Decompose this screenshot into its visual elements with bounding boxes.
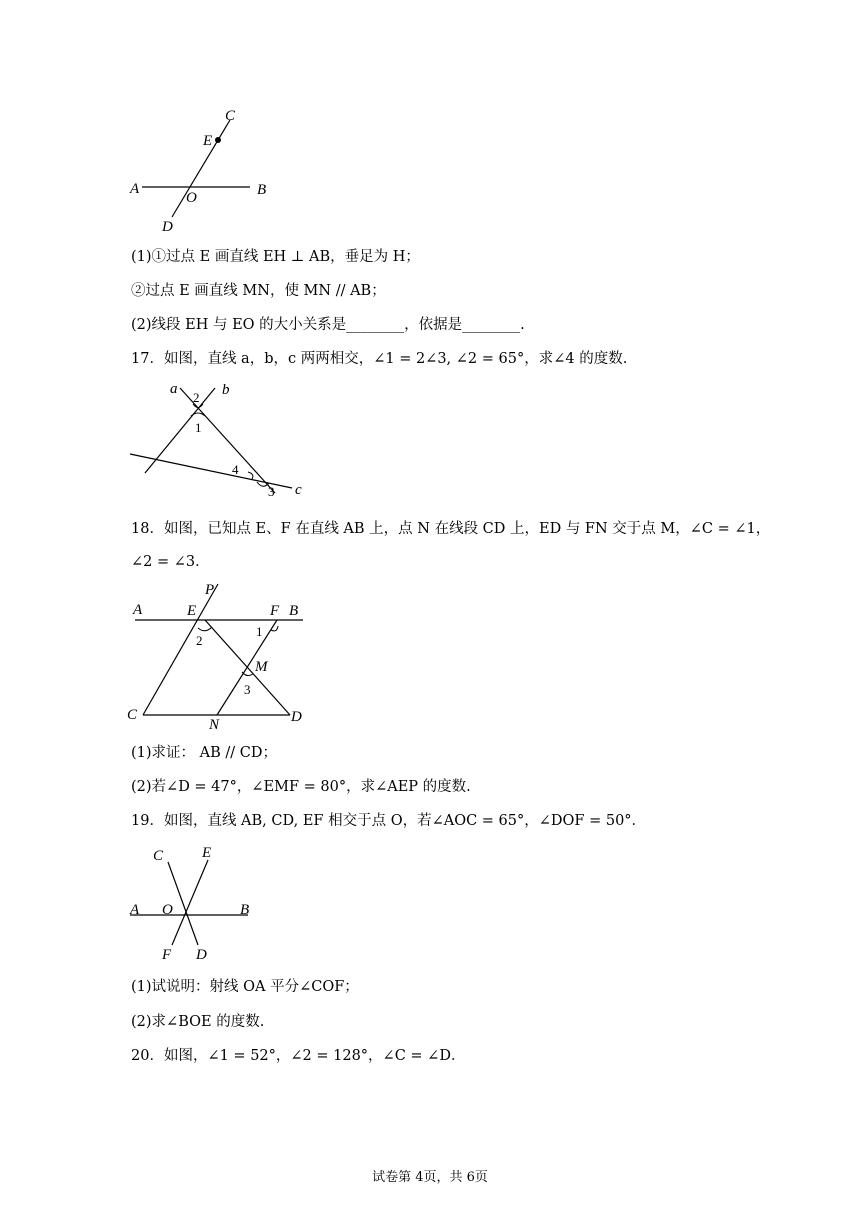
figure-q19: [120, 840, 270, 965]
q19-part2: (2)求∠BOE 的度数.: [131, 1014, 265, 1030]
label-b: B: [289, 603, 299, 619]
q19-text: 19．如图，直线 AB, CD, EF 相交于点 O，若∠AOC = 65°，∠DOF = 50°．: [131, 813, 647, 829]
label-b: b: [222, 382, 230, 398]
label-p: P: [205, 582, 215, 598]
label-d: D: [291, 709, 302, 725]
label-f: F: [270, 603, 280, 619]
label-b: B: [257, 182, 267, 198]
q18-part1: (1)求证： AB // CD；: [131, 745, 277, 761]
label-c: C: [153, 848, 164, 864]
q16-part1a: (1)①过点 E 画直线 EH ⊥ AB，垂足为 H；: [131, 249, 420, 265]
angle-label-1: 1: [256, 624, 263, 639]
figure-q18: [125, 578, 325, 733]
q19-part1: (1)试说明：射线 OA 平分∠COF；: [131, 979, 359, 995]
label-e: E: [187, 603, 197, 619]
q16-part2: (2)线段 EH 与 EO 的大小关系是________，依据是________.: [131, 317, 525, 333]
label-o: O: [162, 902, 173, 918]
label-c: C: [127, 707, 138, 723]
label-n: N: [209, 717, 220, 733]
q17-text: 17．如图，直线 a，b，c 两两相交，∠1 = 2∠3, ∠2 = 65°，求∠4 的度数.: [131, 351, 628, 367]
figure-q16: [120, 100, 290, 240]
angle-label-4: 4: [232, 462, 239, 477]
label-d: D: [162, 219, 173, 235]
page-footer: 试卷第 4页，共 6页: [372, 1170, 488, 1185]
angle-label-2: 2: [193, 390, 200, 405]
q18-text-2: ∠2 = ∠3．: [131, 554, 210, 570]
label-a: A: [130, 181, 140, 197]
angle-label-2: 2: [196, 633, 203, 648]
label-f: F: [162, 947, 172, 963]
label-c: c: [295, 482, 302, 498]
q20-text: 20．如图，∠1 = 52°，∠2 = 128°，∠C = ∠D．: [131, 1048, 466, 1064]
label-b: B: [240, 902, 250, 918]
angle-label-3: 3: [268, 484, 275, 499]
label-c: C: [225, 108, 236, 124]
q16-part1b: ②过点 E 画直线 MN，使 MN // AB；: [131, 283, 386, 299]
label-a: A: [130, 902, 140, 918]
angle-label-1: 1: [195, 420, 202, 435]
label-e: E: [202, 845, 212, 861]
label-e: E: [203, 133, 213, 149]
q18-text-1: 18．如图，已知点 E、F 在直线 AB 上，点 N 在线段 CD 上，ED 与 FN 交于点 M，∠C = ∠1，: [131, 521, 771, 537]
label-a: A: [133, 602, 143, 618]
angle-label-3: 3: [244, 682, 251, 697]
point-e-dot: [215, 137, 221, 143]
q18-part2: (2)若∠D = 47°，∠EMF = 80°，求∠AEP 的度数.: [131, 779, 471, 795]
figure-q17: [120, 378, 320, 503]
label-m: M: [255, 659, 268, 675]
label-a: a: [170, 381, 178, 397]
label-o: O: [186, 190, 197, 206]
label-d: D: [196, 947, 207, 963]
